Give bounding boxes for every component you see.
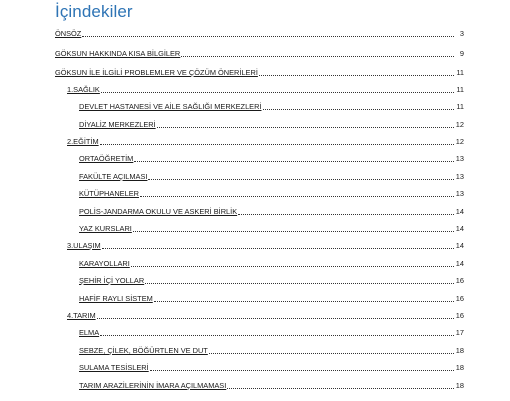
toc-entry-label: ÖNSÖZ [55,28,82,38]
toc-entry-polis-jandarma[interactable] [79,205,464,217]
dot-leader [148,170,453,180]
dot-leader [134,152,453,162]
dot-leader [209,344,454,354]
toc-entry-label: ELMA [79,327,100,337]
toc-page-number: 12 [455,119,464,129]
dot-leader [101,83,454,93]
toc-entry-label: ŞEHİR İÇİ YOLLAR [79,275,145,285]
dot-leader [102,239,454,249]
toc-page-number: 13 [455,188,464,198]
toc-entry-label: SULAMA TESİSLERİ [79,362,149,372]
toc-entry-tarim-arazileri[interactable] [79,379,464,391]
toc-page-number: 9 [459,48,464,58]
toc-entry-label: HAFİF RAYLI SİSTEM [79,293,153,303]
toc-page-number: 14 [455,240,464,250]
dot-leader [97,309,454,319]
toc-page-number: 16 [455,275,464,285]
toc-entry-sebze-cilek[interactable] [79,344,464,356]
toc-entry-label: 2.EĞİTİM [67,136,99,146]
dot-leader [238,205,454,215]
toc-page-number: 16 [455,293,464,303]
toc-page-number: 17 [455,327,464,337]
toc-entry-label: DİYALİZ MERKEZLERİ [79,119,156,129]
toc-page-number: 18 [455,362,464,372]
dot-leader [154,292,454,302]
toc-entry-label: TARIM ARAZİLERİNİN İMARA AÇILMAMASI [79,380,227,390]
toc-entry-label: SEBZE, ÇİLEK, BÖĞÜRTLEN VE DUT [79,345,208,355]
toc-entry-goksun-bilgiler[interactable] [55,47,464,59]
toc-entry-elma[interactable] [79,326,464,338]
dot-leader [263,100,455,110]
dot-leader [82,27,454,37]
toc-page-number: 11 [456,67,464,77]
toc-entry-label: DEVLET HASTANESİ VE AİLE SAĞLIĞI MERKEZLERİ [79,101,262,111]
dot-leader [133,222,454,232]
dot-leader [259,66,454,76]
toc-page-number: 14 [455,223,464,233]
dot-leader [157,118,454,128]
toc-entry-sulama[interactable] [79,361,464,373]
toc-entry-kutuphaneler[interactable] [79,187,464,199]
toc-entry-yaz-kurslari[interactable] [79,222,464,234]
dot-leader [100,135,454,145]
dot-leader [100,326,454,336]
toc-entry-label: 3.ULAŞIM [67,240,101,250]
toc-entry-hafif-rayli[interactable] [79,292,464,304]
dot-leader [131,257,454,267]
toc-entry-saglik[interactable] [67,83,464,95]
toc-page-number: 11 [456,101,464,111]
toc-entry-problemler[interactable] [55,66,464,78]
toc-entry-tarim[interactable] [67,309,464,321]
toc-entry-devlet-hastanesi[interactable] [79,100,464,112]
toc-entry-label: KÜTÜPHANELER [79,188,139,198]
toc-title: İçindekiler [55,2,133,21]
dot-leader [150,361,454,371]
toc-entry-label: YAZ KURSLARI [79,223,132,233]
toc-page-number: 3 [459,28,464,38]
toc-page-number: 14 [455,258,464,268]
toc-page-number: 11 [456,84,464,94]
toc-entry-ortaogretim[interactable] [79,152,464,164]
toc-entry-label: GÖKSUN HAKKINDA KISA BİLGİLER [55,48,181,58]
dot-leader [145,274,454,284]
toc-entry-label: 1.SAĞLIK [67,84,100,94]
toc-entry-egitim[interactable] [67,135,464,147]
toc-entry-label: KARAYOLLARI [79,258,130,268]
toc-entry-sehir-ici-yollar[interactable] [79,274,464,286]
toc-entry-label: POLİS-JANDARMA OKULU VE ASKERİ BİRLİK [79,206,238,216]
toc-page-number: 14 [455,206,464,216]
toc-entry-label: 4.TARIM [67,310,96,320]
toc-page-number: 13 [455,171,464,181]
toc-entry-label: FAKÜLTE AÇILMASI [79,171,148,181]
dot-leader [227,379,453,389]
toc-page-number: 18 [455,345,464,355]
toc-entry-karayollari[interactable] [79,257,464,269]
toc-page-number: 18 [455,380,464,390]
toc-page-number: 13 [455,153,464,163]
toc-entry-fakulte[interactable] [79,170,464,182]
toc-entry-ulasim[interactable] [67,239,464,251]
toc-page-number: 12 [455,136,464,146]
dot-leader [181,47,454,57]
toc-entry-label: GÖKSUN İLE İLGİLİ PROBLEMLER VE ÇÖZÜM ÖNERİLERİ [55,67,258,77]
toc-entry-onsoz[interactable] [55,27,464,39]
toc-entry-label: ORTAÖĞRETİM [79,153,134,163]
toc-page-number: 16 [455,310,464,320]
dot-leader [140,187,454,197]
toc-entry-diyaliz[interactable] [79,118,464,130]
